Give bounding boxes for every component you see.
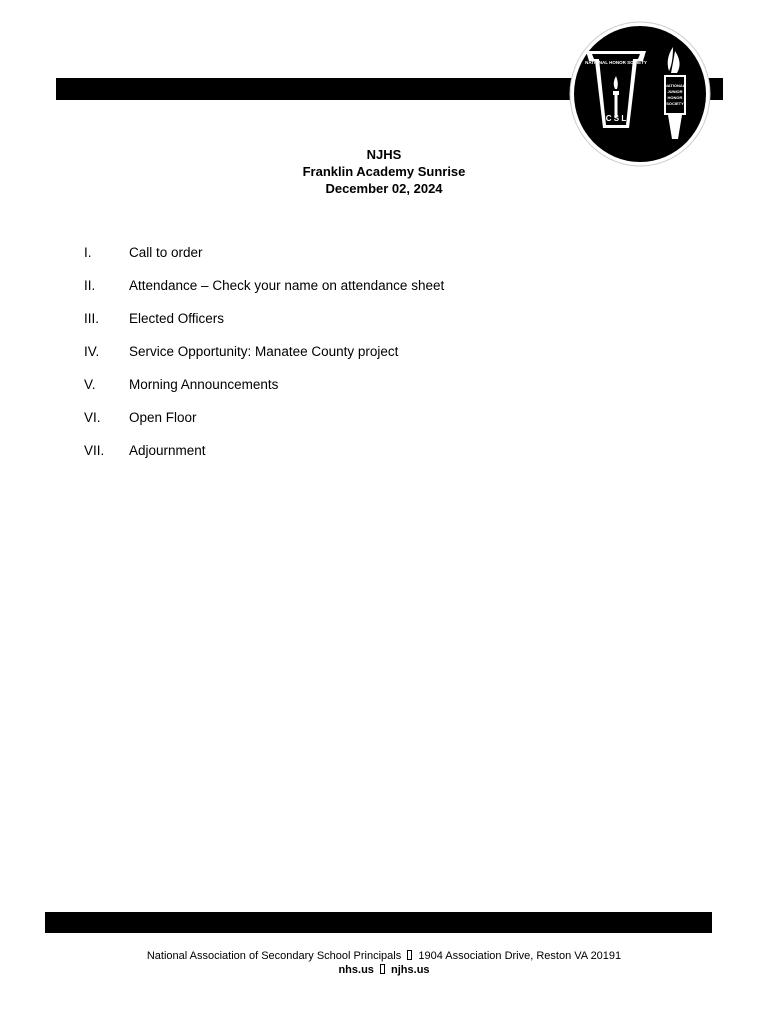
footer-org-name: National Association of Secondary School Principals: [146, 950, 402, 962]
document-header: [0, 146, 768, 197]
agenda-item-text: Elected Officers: [129, 311, 225, 326]
agenda-item-text: Service Opportunity: Manatee County project: [129, 344, 399, 359]
logo-letters: C S L: [605, 114, 627, 123]
logo-njhs-line4: SOCIETY: [666, 101, 684, 106]
logo-njhs-line1: NATIONAL: [664, 83, 686, 88]
separator-icon: [407, 950, 412, 960]
agenda-item-number: V.: [84, 377, 96, 392]
separator-icon: [380, 964, 385, 974]
org-title: NJHS: [366, 147, 402, 162]
footer-address-line: [0, 949, 768, 963]
page-footer: [0, 949, 768, 977]
logo-njhs-line2: JUNIOR: [667, 89, 683, 94]
agenda-item-text: Call to order: [129, 245, 203, 260]
school-name: Franklin Academy Sunrise: [302, 164, 466, 179]
logo-njhs-line3: HONOR: [667, 95, 683, 100]
agenda-item-text: Open Floor: [129, 410, 197, 425]
footer-link-njhs[interactable]: njhs.us: [391, 964, 430, 976]
agenda-item-text: Adjournment: [129, 443, 206, 458]
agenda-item-number: III.: [84, 311, 100, 326]
agenda-item-number: VII.: [84, 443, 105, 458]
agenda-item-number: IV.: [84, 344, 100, 359]
footer-links-line: [0, 963, 768, 977]
agenda-item-text: Attendance – Check your name on attendance sheet: [129, 278, 445, 293]
footer-address: 1904 Association Drive, Reston VA 20191: [418, 950, 622, 962]
footer-link-nhs[interactable]: nhs.us: [338, 964, 374, 976]
agenda-item-text: Morning Announcements: [129, 377, 279, 392]
agenda-item-number: VI.: [84, 410, 101, 425]
footer-bar: [45, 912, 712, 933]
agenda-item-number: II.: [84, 278, 96, 293]
agenda-item-number: I.: [84, 245, 92, 260]
logo-nhs-text: NATIONAL HONOR SOCIETY: [585, 60, 647, 65]
meeting-date: December 02, 2024: [325, 181, 443, 196]
